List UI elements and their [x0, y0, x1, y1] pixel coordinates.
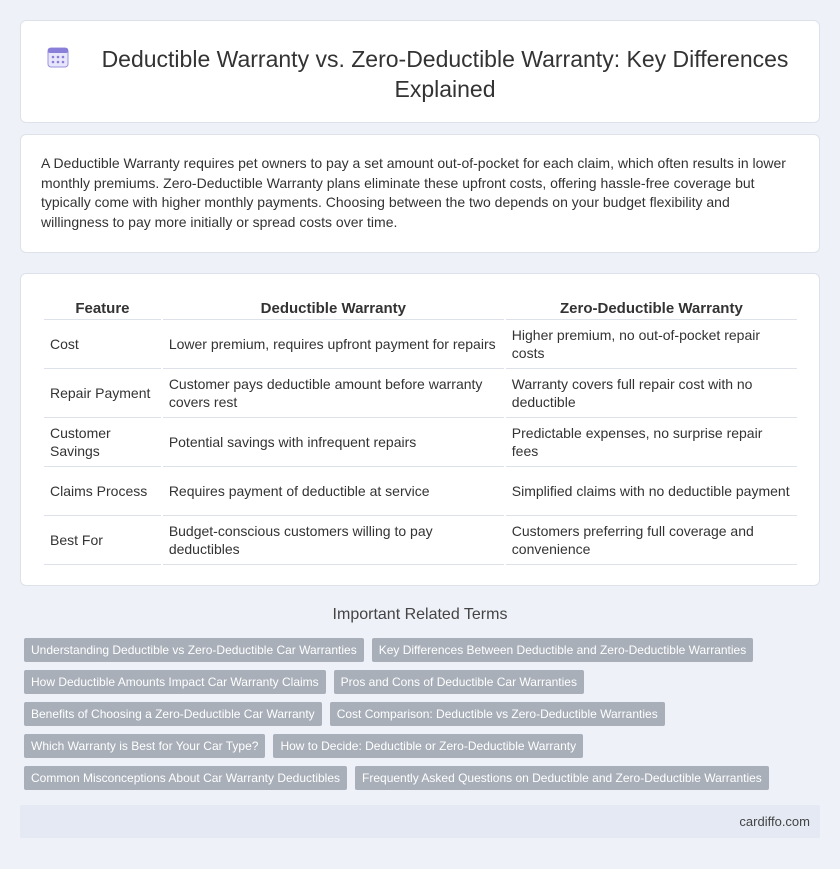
related-terms-list: [24, 638, 804, 798]
related-term-link[interactable]: Cost Comparison: Deductible vs Zero-Deductible Warranties: [330, 702, 665, 726]
related-term-link[interactable]: Key Differences Between Deductible and Zero-Deductible Warranties: [372, 638, 754, 662]
table-cell-feature: Repair Payment: [44, 369, 161, 418]
table-header-row: [44, 295, 797, 320]
table-cell-zero-deductible: Customers preferring full coverage and convenience: [506, 516, 797, 565]
intro-card: [20, 134, 820, 253]
related-term-link[interactable]: Which Warranty is Best for Your Car Type?: [24, 734, 265, 758]
table-cell-deductible: Lower premium, requires upfront payment for repairs: [163, 320, 504, 369]
column-header-feature: Feature: [44, 295, 161, 320]
tag-row: [24, 670, 804, 694]
table-cell-feature: Claims Process: [44, 467, 161, 516]
comparison-card: [20, 273, 820, 586]
calendar-icon: [47, 46, 69, 68]
tag-row: [24, 638, 804, 662]
related-term-link[interactable]: Pros and Cons of Deductible Car Warranties: [334, 670, 584, 694]
site-name[interactable]: cardiffo.com: [739, 814, 810, 829]
tag-row: [24, 734, 804, 758]
related-term-link[interactable]: Common Misconceptions About Car Warranty Deductibles: [24, 766, 347, 790]
related-term-link[interactable]: Frequently Asked Questions on Deductible and Zero-Deductible Warranties: [355, 766, 769, 790]
related-term-link[interactable]: How Deductible Amounts Impact Car Warranty Claims: [24, 670, 326, 694]
table-cell-feature: Best For: [44, 516, 161, 565]
table-row: [44, 467, 797, 516]
page-title: Deductible Warranty vs. Zero-Deductible Warranty: Key Differences Explained: [101, 46, 789, 102]
tag-row: [24, 702, 804, 726]
table-cell-deductible: Budget-conscious customers willing to pay deductibles: [163, 516, 504, 565]
header-card: [20, 20, 820, 123]
tag-row: [24, 766, 804, 790]
table-row: [44, 320, 797, 369]
related-terms-heading: Important Related Terms: [332, 606, 508, 623]
table-row: [44, 516, 797, 565]
comparison-table: [42, 295, 799, 565]
table-cell-deductible: Customer pays deductible amount before warranty covers rest: [163, 369, 504, 418]
related-term-link[interactable]: Understanding Deductible vs Zero-Deductible Car Warranties: [24, 638, 364, 662]
table-cell-zero-deductible: Higher premium, no out-of-pocket repair costs: [506, 320, 797, 369]
footer: [20, 805, 820, 838]
related-term-link[interactable]: Benefits of Choosing a Zero-Deductible Car Warranty: [24, 702, 322, 726]
column-header-deductible: Deductible Warranty: [163, 295, 504, 320]
table-cell-zero-deductible: Predictable expenses, no surprise repair fees: [506, 418, 797, 467]
table-cell-zero-deductible: Simplified claims with no deductible payment: [506, 467, 797, 516]
intro-paragraph: A Deductible Warranty requires pet owners to pay a set amount out-of-pocket for each claim, which often results in lower monthly premiums. Zero-Deductible Warranty plans eliminate these upfront costs, offering hassle-free coverage but typically come with higher monthly payments. Choosing between the two depends on your budget flexibility and willingness to pay more initially or spread costs over time.: [41, 155, 786, 230]
related-term-link[interactable]: How to Decide: Deductible or Zero-Deductible Warranty: [273, 734, 583, 758]
table-row: [44, 369, 797, 418]
column-header-zero-deductible: Zero-Deductible Warranty: [506, 295, 797, 320]
table-cell-feature: Cost: [44, 320, 161, 369]
table-cell-feature: Customer Savings: [44, 418, 161, 467]
table-cell-deductible: Requires payment of deductible at service: [163, 467, 504, 516]
table-cell-zero-deductible: Warranty covers full repair cost with no deductible: [506, 369, 797, 418]
table-row: [44, 418, 797, 467]
table-cell-deductible: Potential savings with infrequent repairs: [163, 418, 504, 467]
